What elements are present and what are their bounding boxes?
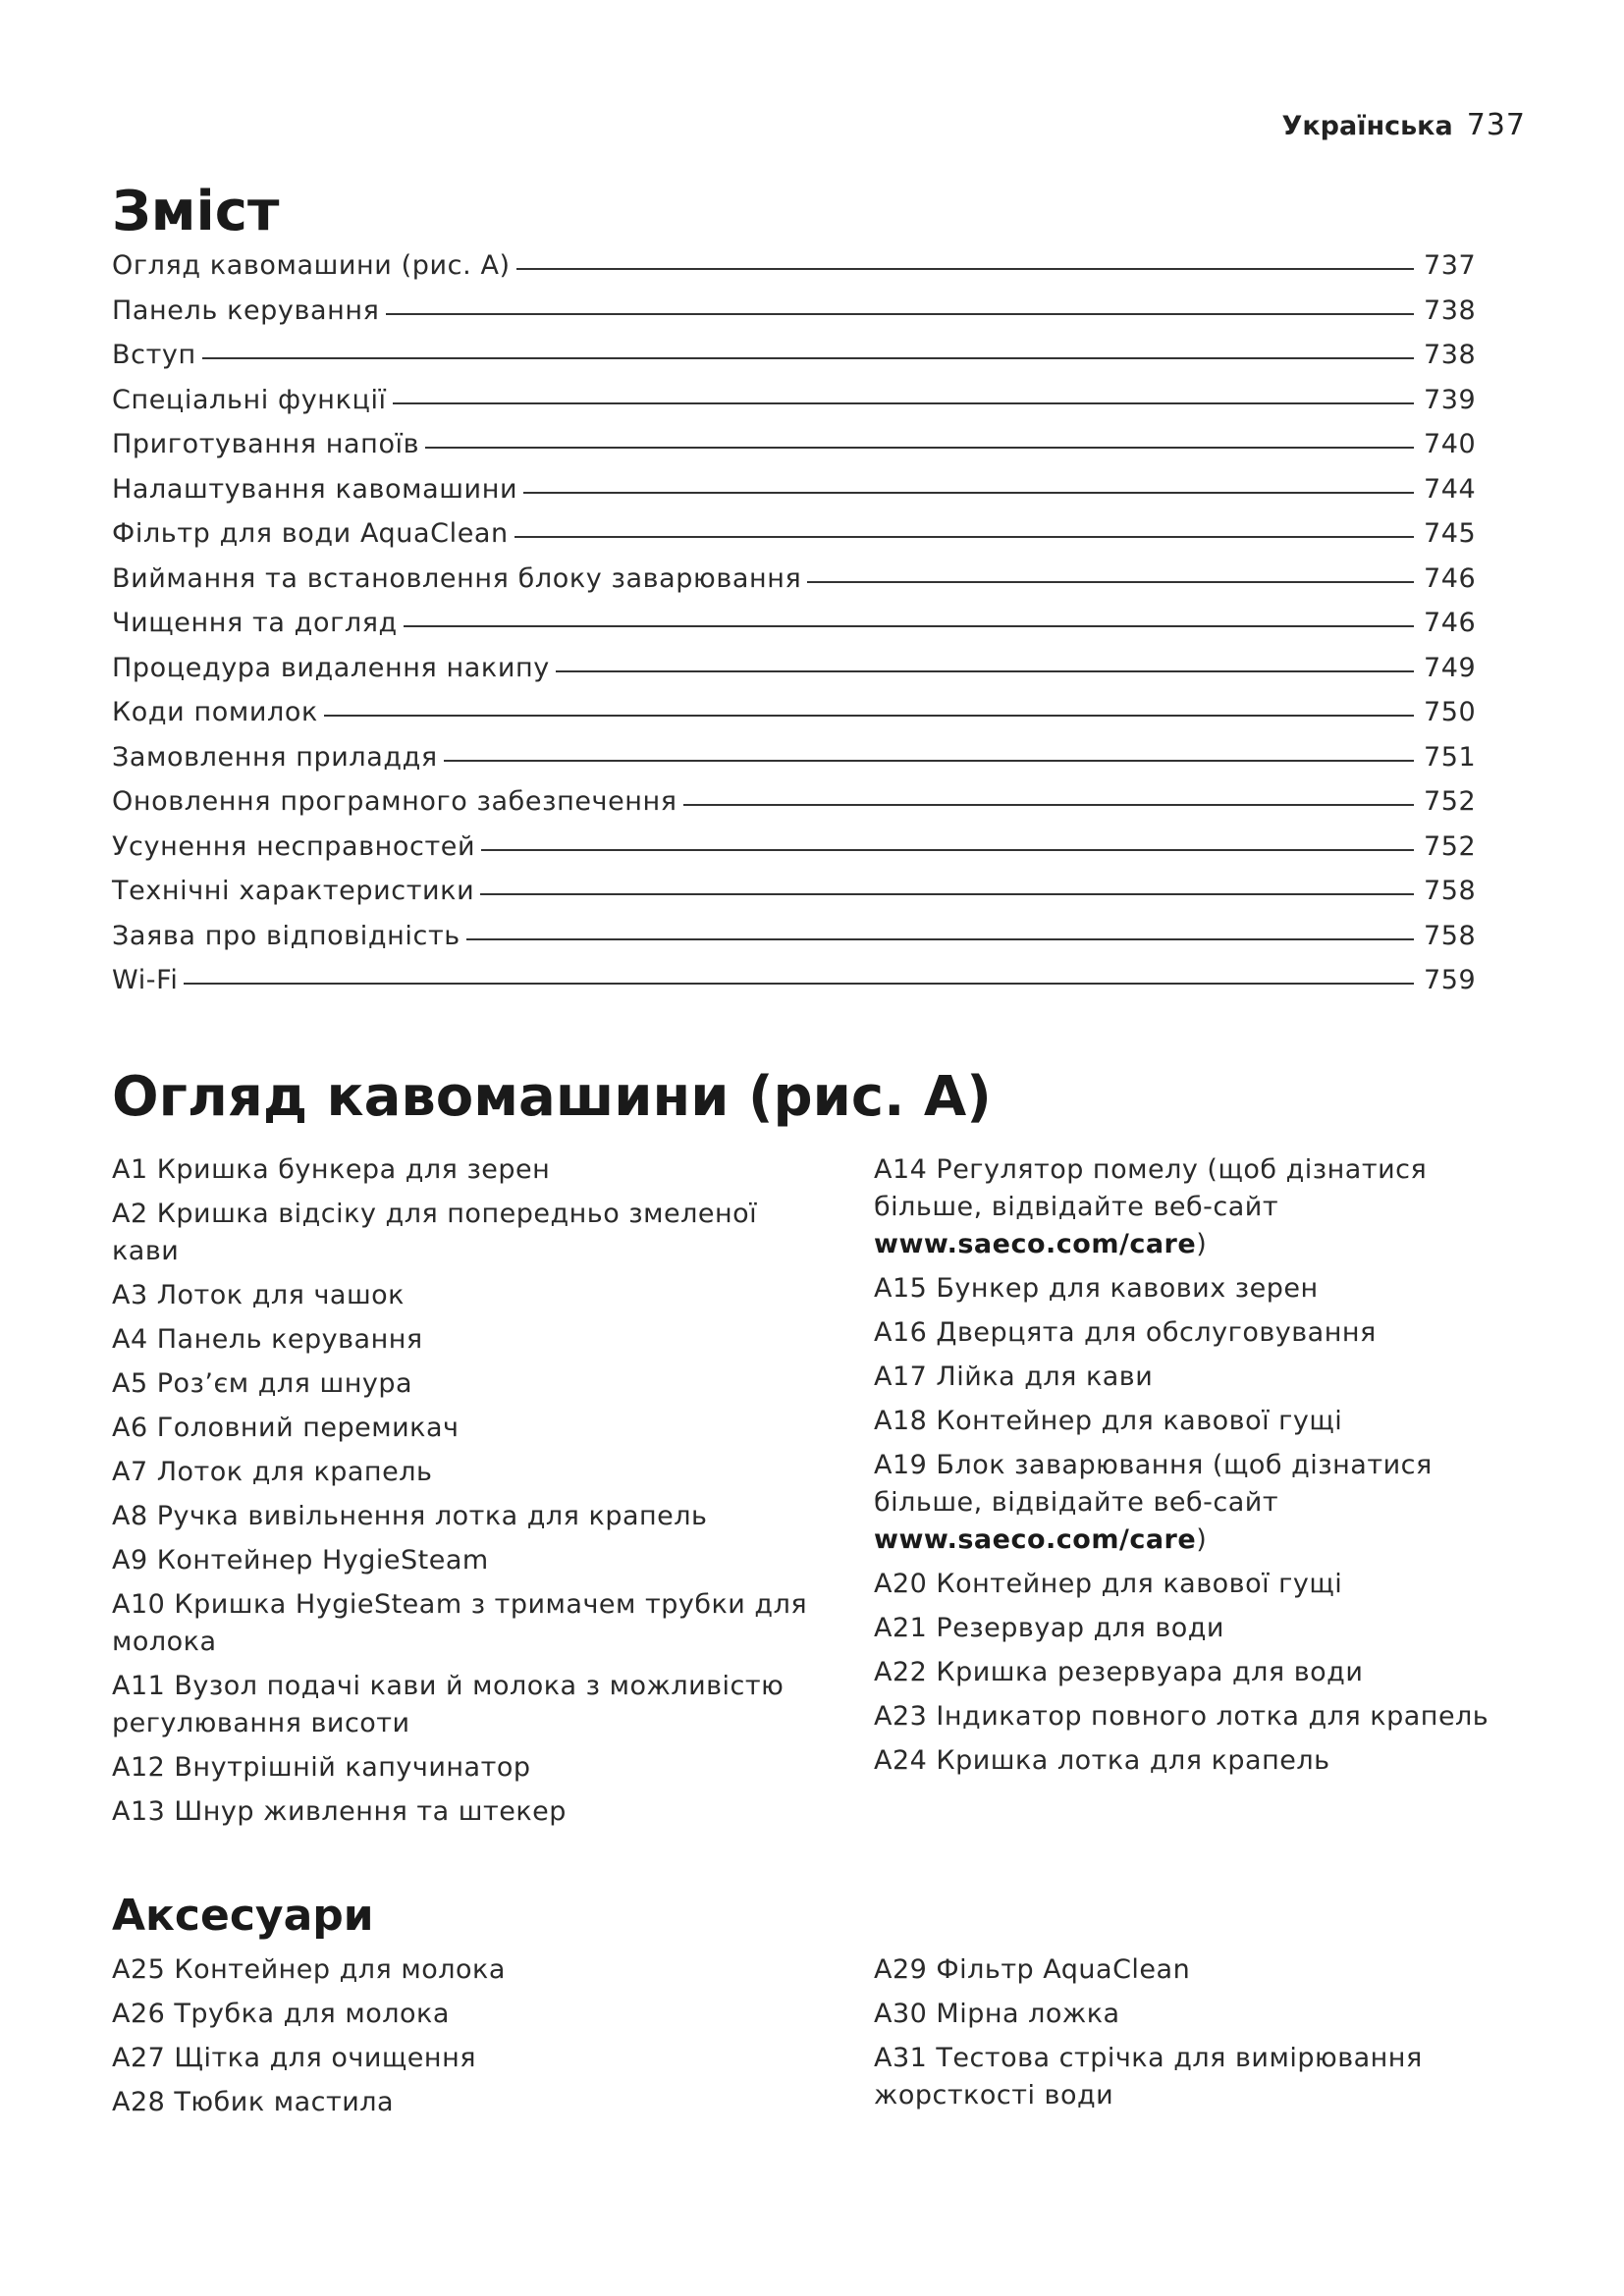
part-item: A8 Ручка вивільнення лотка для крапель [112,1501,708,1531]
toc-entry-page: 752 [1424,786,1477,817]
accessory-item: A29 Фільтр AquaClean [874,1954,1191,1985]
toc-leader-line [480,893,1414,895]
accessory-item: A28 Тюбик мастила [112,2087,395,2117]
toc-entry-label: Спеціальні функції [112,384,387,415]
toc-entry-label: Фільтр для води AquaClean [112,518,509,549]
toc-entry-page: 751 [1424,741,1477,773]
toc-entry[interactable] [112,653,1479,698]
toc-leader-line [393,402,1414,404]
toc-entry-label: Приготування напоїв [112,429,420,459]
toc-leader-line [556,670,1414,672]
overview-left-list [112,1151,819,1838]
part-item: A23 Індикатор повного лотка для крапель [874,1701,1489,1732]
toc-entry-label: Усунення несправностей [112,830,476,862]
part-item: A7 Лоток для крапель [112,1457,433,1487]
toc-entry-label: Процедура видалення накипу [112,652,550,683]
toc-entry-label: Технічні характеристики [112,876,475,906]
accessory-item: A25 Контейнер для молока [112,1954,506,1985]
toc-entry[interactable] [112,340,1479,385]
part-item: A20 Контейнер для кавової гущі [874,1569,1343,1599]
part-item: A17 Лійка для кави [874,1362,1154,1392]
toc-entry-label: Чищення та догляд [112,608,398,638]
toc-entry-page: 749 [1424,652,1477,683]
toc-entry[interactable] [112,518,1479,563]
part-item: A4 Панель керування [112,1324,423,1355]
part-item: A1 Кришка бункера для зерен [112,1154,551,1185]
accessory-item: A26 Трубка для молока [112,1999,450,2029]
accessories-left-list [112,1951,819,2128]
toc-leader-line [404,625,1414,627]
toc-entry-page: 758 [1424,920,1477,951]
saeco-care-link[interactable]: www.saeco.com/care [874,1524,1197,1555]
toc-entry[interactable] [112,965,1479,1010]
header-page-number: 737 [1466,108,1526,142]
toc-entry-label: Оновлення програмного забезпечення [112,786,677,817]
accessory-item: A27 Щітка для очищення [112,2043,476,2073]
accessory-item: A30 Мірна ложка [874,1999,1120,2029]
toc-leader-line [425,447,1414,449]
toc-leader-line [516,268,1414,270]
part-item: A3 Лоток для чашок [112,1280,405,1310]
toc-entry-page: 746 [1424,608,1477,638]
toc-leader-line [202,357,1414,359]
toc-entry[interactable] [112,250,1479,295]
part-item: A10 Кришка HygieSteam з тримачем трубки для молока [112,1589,808,1657]
part-item: A19 Блок заварювання (щоб дізнатися більше, відвідайте веб-сайт www.saeco.com/care) [874,1450,1433,1555]
toc-leader-line [324,715,1414,717]
toc-entry-page: 746 [1424,562,1477,594]
accessories-title: Аксесуари [112,1891,374,1941]
toc-entry[interactable] [112,697,1479,742]
toc-entry-page: 738 [1424,340,1477,370]
toc-entry-label: Налаштування кавомашини [112,473,518,505]
toc-leader-line [514,536,1414,538]
toc-entry[interactable] [112,474,1479,519]
toc-leader-line [466,938,1414,940]
toc-entry[interactable] [112,831,1479,877]
toc-entry[interactable] [112,563,1479,609]
toc-entry-page: 744 [1424,473,1477,505]
overview-title: Огляд кавомашини (рис. A) [112,1065,992,1129]
toc-leader-line [444,760,1414,762]
toc-entry-page: 739 [1424,384,1477,415]
toc-entry-label: Вступ [112,340,196,370]
toc-entry[interactable] [112,876,1479,921]
part-item: A24 Кришка лотка для крапель [874,1745,1330,1776]
toc-entry-page: 737 [1424,250,1477,281]
toc-entry-label: Заява про відповідність [112,920,460,951]
part-item: A6 Головний перемикач [112,1413,460,1443]
toc-leader-line [481,849,1414,851]
toc-entry-page: 740 [1424,429,1477,459]
part-item: A16 Дверцята для обслуговування [874,1317,1377,1348]
toc-list [112,250,1479,1010]
toc-entry-label: Замовлення приладдя [112,741,438,773]
toc-leader-line [386,313,1414,315]
header-language: Українська [1281,111,1453,141]
toc-title: Зміст [112,180,280,243]
part-item: A9 Контейнер HygieSteam [112,1545,489,1575]
part-item: A21 Резервуар для води [874,1613,1224,1643]
toc-entry-page: 752 [1424,830,1477,862]
part-item: A22 Кришка резервуара для води [874,1657,1364,1687]
overview-right-list [874,1151,1542,1787]
toc-entry-page: 750 [1424,697,1477,727]
part-item: A14 Регулятор помелу (щоб дізнатися більше, відвідайте веб-сайт www.saeco.com/care) [874,1154,1428,1259]
saeco-care-link[interactable]: www.saeco.com/care [874,1229,1197,1259]
part-item: A2 Кришка відсіку для попередньо змеленої кави [112,1199,758,1266]
toc-entry-label: Коди помилок [112,697,318,727]
toc-leader-line [184,983,1414,985]
accessory-item: A31 Тестова стрічка для вимірювання жорсткості води [874,2043,1423,2110]
toc-entry-label: Огляд кавомашини (рис. A) [112,250,511,281]
toc-leader-line [807,581,1414,583]
toc-entry-page: 745 [1424,518,1477,549]
part-item: A11 Вузол подачі кави й молока з можливістю регулювання висоти [112,1671,785,1738]
toc-entry-label: Wi-Fi [112,965,179,995]
accessories-right-list [874,1951,1424,2121]
part-item: A5 Роз’єм для шнура [112,1368,413,1399]
toc-entry[interactable] [112,295,1479,341]
toc-leader-line [523,492,1414,494]
toc-leader-line [683,804,1414,806]
part-item: A15 Бункер для кавових зерен [874,1273,1319,1304]
toc-entry[interactable] [112,786,1479,831]
toc-entry-page: 759 [1424,965,1477,995]
toc-entry-page: 758 [1424,876,1477,906]
page-header [1282,108,1527,142]
toc-entry-label: Виймання та встановлення блоку заварювання [112,562,802,594]
toc-entry-label: Панель керування [112,294,380,326]
toc-entry-page: 738 [1424,294,1477,326]
part-item: A12 Внутрішній капучинатор [112,1752,531,1783]
toc-entry[interactable] [112,921,1479,966]
toc-entry[interactable] [112,608,1479,653]
toc-entry[interactable] [112,742,1479,787]
part-item: A13 Шнур живлення та штекер [112,1796,567,1827]
part-item: A18 Контейнер для кавової гущі [874,1406,1343,1436]
toc-entry[interactable] [112,385,1479,430]
toc-entry[interactable] [112,429,1479,474]
